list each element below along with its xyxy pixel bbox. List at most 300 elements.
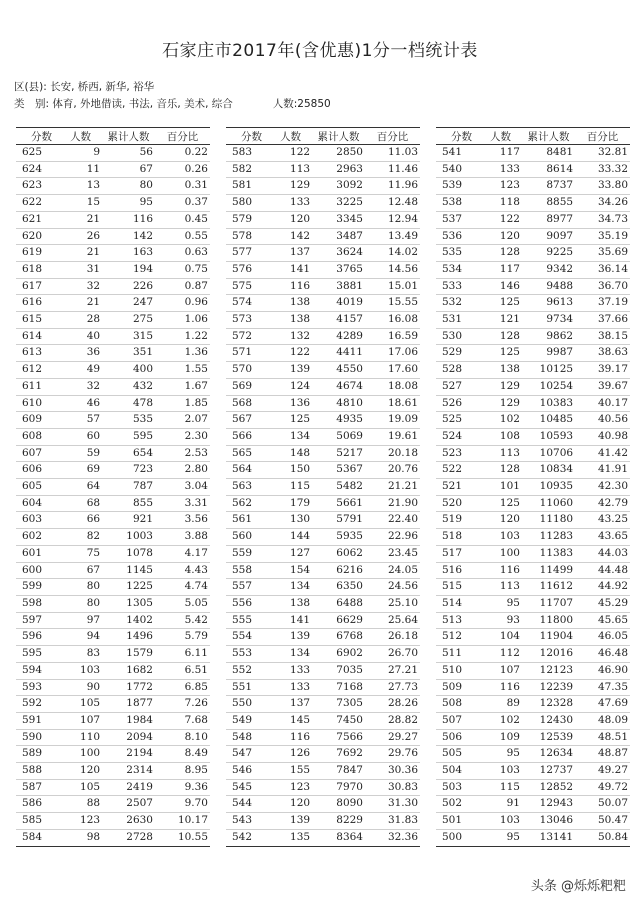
count-cell: 95 [481, 829, 524, 846]
cumulative-cell: 10125 [524, 362, 577, 379]
count-cell: 129 [481, 378, 524, 395]
cumulative-cell: 5791 [314, 512, 367, 529]
count-cell: 122 [271, 145, 314, 162]
percent-cell: 50.07 [577, 796, 630, 813]
count-cell: 144 [271, 529, 314, 546]
percent-cell: 44.92 [577, 579, 630, 596]
percent-cell: 28.82 [367, 712, 420, 729]
score-cell: 580 [226, 195, 271, 212]
count-cell: 133 [271, 662, 314, 679]
cumulative-cell: 7035 [314, 662, 367, 679]
count-cell: 100 [61, 746, 104, 763]
percent-cell: 32.36 [367, 829, 420, 846]
table-row [436, 462, 630, 479]
score-cell: 555 [226, 612, 271, 629]
percent-cell: 0.96 [157, 295, 210, 312]
table-row [226, 712, 420, 729]
score-cell: 503 [436, 779, 481, 796]
count-cell: 103 [61, 662, 104, 679]
cumulative-cell: 535 [104, 412, 157, 429]
score-cell: 556 [226, 595, 271, 612]
cumulative-cell: 80 [104, 178, 157, 195]
cumulative-cell: 10834 [524, 462, 577, 479]
table-row [436, 245, 630, 262]
count-cell: 107 [61, 712, 104, 729]
percent-cell: 40.17 [577, 395, 630, 412]
cumulative-cell: 8614 [524, 161, 577, 178]
score-cell: 579 [226, 211, 271, 228]
cumulative-cell: 11612 [524, 579, 577, 596]
cumulative-cell: 9097 [524, 228, 577, 245]
count-cell: 125 [481, 345, 524, 362]
cumulative-cell: 163 [104, 245, 157, 262]
cumulative-cell: 275 [104, 312, 157, 329]
count-cell: 116 [481, 679, 524, 696]
table-row [436, 362, 630, 379]
score-cell: 607 [16, 445, 61, 462]
cumulative-cell: 12737 [524, 763, 577, 780]
cumulative-cell: 6350 [314, 579, 367, 596]
score-cell: 507 [436, 712, 481, 729]
score-cell: 572 [226, 328, 271, 345]
percent-cell: 1.06 [157, 312, 210, 329]
count-cell: 139 [271, 629, 314, 646]
score-cell: 585 [16, 813, 61, 830]
score-cell: 545 [226, 779, 271, 796]
count-line: 人数:25850 [272, 98, 331, 110]
count-cell: 103 [481, 529, 524, 546]
percent-cell: 0.22 [157, 145, 210, 162]
table-row [436, 662, 630, 679]
count-cell: 142 [271, 228, 314, 245]
score-cell: 564 [226, 462, 271, 479]
cumulative-cell: 315 [104, 328, 157, 345]
score-cell: 554 [226, 629, 271, 646]
score-cell: 515 [436, 579, 481, 596]
header-row [226, 128, 420, 145]
cumulative-cell: 1003 [104, 529, 157, 546]
percent-cell: 18.61 [367, 395, 420, 412]
table-row [16, 211, 210, 228]
score-cell: 512 [436, 629, 481, 646]
cumulative-cell: 855 [104, 495, 157, 512]
count-cell: 179 [271, 495, 314, 512]
percent-cell: 17.60 [367, 362, 420, 379]
score-cell: 501 [436, 813, 481, 830]
count-cell: 105 [61, 779, 104, 796]
cumulative-cell: 13141 [524, 829, 577, 846]
table-row [436, 445, 630, 462]
count-cell: 122 [481, 211, 524, 228]
table-row [16, 462, 210, 479]
cumulative-cell: 2419 [104, 779, 157, 796]
score-cell: 528 [436, 362, 481, 379]
district-line: 区(县): 长安, 桥西, 新华, 裕华 [14, 81, 155, 93]
count-cell: 113 [271, 161, 314, 178]
percent-cell: 38.15 [577, 328, 630, 345]
percent-cell: 21.21 [367, 479, 420, 496]
percent-cell: 25.64 [367, 612, 420, 629]
table-row [16, 595, 210, 612]
percent-cell: 8.95 [157, 763, 210, 780]
table-row [226, 612, 420, 629]
table-row [226, 261, 420, 278]
cumulative-cell: 2314 [104, 763, 157, 780]
cumulative-cell: 6902 [314, 646, 367, 663]
score-cell: 544 [226, 796, 271, 813]
cumulative-cell: 4411 [314, 345, 367, 362]
score-cell: 570 [226, 362, 271, 379]
cumulative-cell: 4550 [314, 362, 367, 379]
percent-cell: 6.51 [157, 662, 210, 679]
count-cell: 125 [481, 295, 524, 312]
table-row [436, 495, 630, 512]
count-cell: 13 [61, 178, 104, 195]
table-row [16, 729, 210, 746]
score-cell: 624 [16, 161, 61, 178]
score-cell: 593 [16, 679, 61, 696]
percent-cell: 6.85 [157, 679, 210, 696]
percent-cell: 16.59 [367, 328, 420, 345]
percent-cell: 2.80 [157, 462, 210, 479]
table-row [226, 579, 420, 596]
table-row [16, 479, 210, 496]
percent-cell: 45.65 [577, 612, 630, 629]
percent-cell: 3.88 [157, 529, 210, 546]
score-cell: 573 [226, 312, 271, 329]
table-row [226, 779, 420, 796]
count-cell: 150 [271, 462, 314, 479]
table-row [226, 512, 420, 529]
table-row [16, 796, 210, 813]
percent-cell: 44.48 [577, 562, 630, 579]
cumulative-cell: 4674 [314, 378, 367, 395]
cumulative-cell: 11283 [524, 529, 577, 546]
score-cell: 560 [226, 529, 271, 546]
count-cell: 138 [271, 312, 314, 329]
count-cell: 121 [481, 312, 524, 329]
cumulative-cell: 3881 [314, 278, 367, 295]
percent-cell: 7.68 [157, 712, 210, 729]
table-row [436, 612, 630, 629]
count-cell: 9 [61, 145, 104, 162]
score-cell: 520 [436, 495, 481, 512]
count-cell: 102 [481, 412, 524, 429]
percent-cell: 35.69 [577, 245, 630, 262]
score-cell: 611 [16, 378, 61, 395]
score-cell: 613 [16, 345, 61, 362]
cumulative-cell: 8855 [524, 195, 577, 212]
table-row [436, 261, 630, 278]
percent-cell: 3.31 [157, 495, 210, 512]
score-cell: 600 [16, 562, 61, 579]
table-row [226, 145, 420, 162]
count-cell: 123 [481, 178, 524, 195]
score-cell: 514 [436, 595, 481, 612]
score-cell: 547 [226, 746, 271, 763]
score-cell: 622 [16, 195, 61, 212]
cumulative-cell: 1145 [104, 562, 157, 579]
count-cell: 120 [271, 211, 314, 228]
table-row [16, 428, 210, 445]
count-cell: 80 [61, 579, 104, 596]
cumulative-cell: 2630 [104, 813, 157, 830]
count-cell: 21 [61, 211, 104, 228]
table-row [436, 562, 630, 579]
table-row [16, 612, 210, 629]
percent-cell: 15.01 [367, 278, 420, 295]
score-table-2 [226, 127, 420, 847]
cumulative-cell: 116 [104, 211, 157, 228]
percent-cell: 7.26 [157, 696, 210, 713]
score-cell: 595 [16, 646, 61, 663]
table-row [16, 746, 210, 763]
count-cell: 139 [271, 813, 314, 830]
cumulative-cell: 7450 [314, 712, 367, 729]
score-cell: 576 [226, 261, 271, 278]
score-table-1 [16, 127, 210, 847]
cumulative-cell: 8229 [314, 813, 367, 830]
score-cell: 615 [16, 312, 61, 329]
cumulative-cell: 10935 [524, 479, 577, 496]
header-percent: 百分比 [367, 128, 420, 145]
count-cell: 112 [481, 646, 524, 663]
count-cell: 102 [481, 712, 524, 729]
table-row [16, 378, 210, 395]
table-row [226, 696, 420, 713]
cumulative-cell: 4289 [314, 328, 367, 345]
percent-cell: 40.56 [577, 412, 630, 429]
percent-cell: 48.09 [577, 712, 630, 729]
percent-cell: 10.17 [157, 813, 210, 830]
table-row [436, 228, 630, 245]
score-cell: 612 [16, 362, 61, 379]
score-cell: 531 [436, 312, 481, 329]
percent-cell: 49.27 [577, 763, 630, 780]
table-row [226, 378, 420, 395]
table-row [226, 195, 420, 212]
count-cell: 138 [271, 595, 314, 612]
cumulative-cell: 12539 [524, 729, 577, 746]
count-cell: 94 [61, 629, 104, 646]
count-cell: 88 [61, 796, 104, 813]
count-cell: 32 [61, 278, 104, 295]
percent-cell: 0.31 [157, 178, 210, 195]
score-cell: 602 [16, 529, 61, 546]
table-row [16, 161, 210, 178]
cumulative-cell: 2194 [104, 746, 157, 763]
score-cell: 569 [226, 378, 271, 395]
count-cell: 97 [61, 612, 104, 629]
table-row [16, 145, 210, 162]
score-cell: 605 [16, 479, 61, 496]
table-row [226, 362, 420, 379]
score-cell: 559 [226, 545, 271, 562]
count-cell: 116 [271, 278, 314, 295]
count-cell: 101 [481, 479, 524, 496]
percent-cell: 1.67 [157, 378, 210, 395]
table-row [16, 529, 210, 546]
cumulative-cell: 10254 [524, 378, 577, 395]
score-cell: 598 [16, 595, 61, 612]
table-row [436, 395, 630, 412]
score-cell: 521 [436, 479, 481, 496]
score-cell: 540 [436, 161, 481, 178]
percent-cell: 47.69 [577, 696, 630, 713]
count-cell: 103 [481, 763, 524, 780]
cumulative-cell: 2728 [104, 829, 157, 846]
count-cell: 115 [481, 779, 524, 796]
cumulative-cell: 8737 [524, 178, 577, 195]
score-cell: 565 [226, 445, 271, 462]
score-cell: 527 [436, 378, 481, 395]
cumulative-cell: 11383 [524, 545, 577, 562]
count-cell: 28 [61, 312, 104, 329]
score-cell: 591 [16, 712, 61, 729]
header-count: 人数 [481, 128, 524, 145]
header-score: 分数 [16, 128, 61, 145]
cumulative-cell: 226 [104, 278, 157, 295]
cumulative-cell: 67 [104, 161, 157, 178]
table-row [226, 395, 420, 412]
table-row [226, 278, 420, 295]
percent-cell: 49.72 [577, 779, 630, 796]
cumulative-cell: 3225 [314, 195, 367, 212]
cumulative-cell: 7970 [314, 779, 367, 796]
score-cell: 606 [16, 462, 61, 479]
score-cell: 519 [436, 512, 481, 529]
cumulative-cell: 9613 [524, 295, 577, 312]
header-cumulative: 累计人数 [104, 128, 157, 145]
count-cell: 110 [61, 729, 104, 746]
percent-cell: 3.04 [157, 479, 210, 496]
cumulative-cell: 7168 [314, 679, 367, 696]
table-row [16, 813, 210, 830]
percent-cell: 29.76 [367, 746, 420, 763]
cumulative-cell: 2094 [104, 729, 157, 746]
cumulative-cell: 10485 [524, 412, 577, 429]
score-cell: 513 [436, 612, 481, 629]
percent-cell: 24.05 [367, 562, 420, 579]
score-cell: 578 [226, 228, 271, 245]
cumulative-cell: 1984 [104, 712, 157, 729]
percent-cell: 40.98 [577, 428, 630, 445]
score-cell: 529 [436, 345, 481, 362]
score-cell: 510 [436, 662, 481, 679]
count-cell: 134 [271, 428, 314, 445]
score-cell: 618 [16, 261, 61, 278]
percent-cell: 8.49 [157, 746, 210, 763]
table-row [16, 245, 210, 262]
cumulative-cell: 8481 [524, 145, 577, 162]
table-row [16, 195, 210, 212]
percent-cell: 5.42 [157, 612, 210, 629]
table-row [226, 746, 420, 763]
cumulative-cell: 5367 [314, 462, 367, 479]
table-row [436, 629, 630, 646]
table-row [16, 278, 210, 295]
cumulative-cell: 2963 [314, 161, 367, 178]
table-row [436, 696, 630, 713]
score-cell: 603 [16, 512, 61, 529]
percent-cell: 3.56 [157, 512, 210, 529]
count-cell: 67 [61, 562, 104, 579]
table-row [16, 362, 210, 379]
percent-cell: 0.45 [157, 211, 210, 228]
table-row [436, 829, 630, 846]
score-cell: 599 [16, 579, 61, 596]
percent-cell: 33.80 [577, 178, 630, 195]
count-cell: 31 [61, 261, 104, 278]
cumulative-cell: 3092 [314, 178, 367, 195]
percent-cell: 38.63 [577, 345, 630, 362]
count-cell: 104 [481, 629, 524, 646]
count-cell: 21 [61, 245, 104, 262]
score-cell: 533 [436, 278, 481, 295]
percent-cell: 12.48 [367, 195, 420, 212]
percent-cell: 44.03 [577, 545, 630, 562]
score-cell: 568 [226, 395, 271, 412]
table-row [436, 479, 630, 496]
count-cell: 148 [271, 445, 314, 462]
count-cell: 120 [271, 796, 314, 813]
percent-cell: 46.48 [577, 646, 630, 663]
cumulative-cell: 142 [104, 228, 157, 245]
count-cell: 117 [481, 261, 524, 278]
score-cell: 546 [226, 763, 271, 780]
percent-cell: 2.30 [157, 428, 210, 445]
table-row [16, 545, 210, 562]
count-cell: 128 [481, 245, 524, 262]
count-cell: 95 [481, 746, 524, 763]
table-row [436, 729, 630, 746]
count-cell: 69 [61, 462, 104, 479]
percent-cell: 12.94 [367, 211, 420, 228]
percent-cell: 42.30 [577, 479, 630, 496]
table-row [226, 245, 420, 262]
cumulative-cell: 3487 [314, 228, 367, 245]
percent-cell: 1.55 [157, 362, 210, 379]
table-row [226, 428, 420, 445]
percent-cell: 1.36 [157, 345, 210, 362]
table-row [226, 211, 420, 228]
table-row [436, 295, 630, 312]
score-cell: 548 [226, 729, 271, 746]
table-row [16, 646, 210, 663]
cumulative-cell: 1496 [104, 629, 157, 646]
percent-cell: 19.61 [367, 428, 420, 445]
percent-cell: 14.56 [367, 261, 420, 278]
score-cell: 500 [436, 829, 481, 846]
table-row [16, 712, 210, 729]
cumulative-cell: 5217 [314, 445, 367, 462]
table-row [226, 479, 420, 496]
cumulative-cell: 11800 [524, 612, 577, 629]
percent-cell: 0.87 [157, 278, 210, 295]
percent-cell: 43.25 [577, 512, 630, 529]
score-cell: 574 [226, 295, 271, 312]
percent-cell: 13.49 [367, 228, 420, 245]
count-cell: 145 [271, 712, 314, 729]
count-cell: 11 [61, 161, 104, 178]
cumulative-cell: 7847 [314, 763, 367, 780]
header-row [16, 128, 210, 145]
table-row [16, 696, 210, 713]
table-row [436, 428, 630, 445]
score-cell: 526 [436, 395, 481, 412]
table-row [226, 796, 420, 813]
cumulative-cell: 12123 [524, 662, 577, 679]
